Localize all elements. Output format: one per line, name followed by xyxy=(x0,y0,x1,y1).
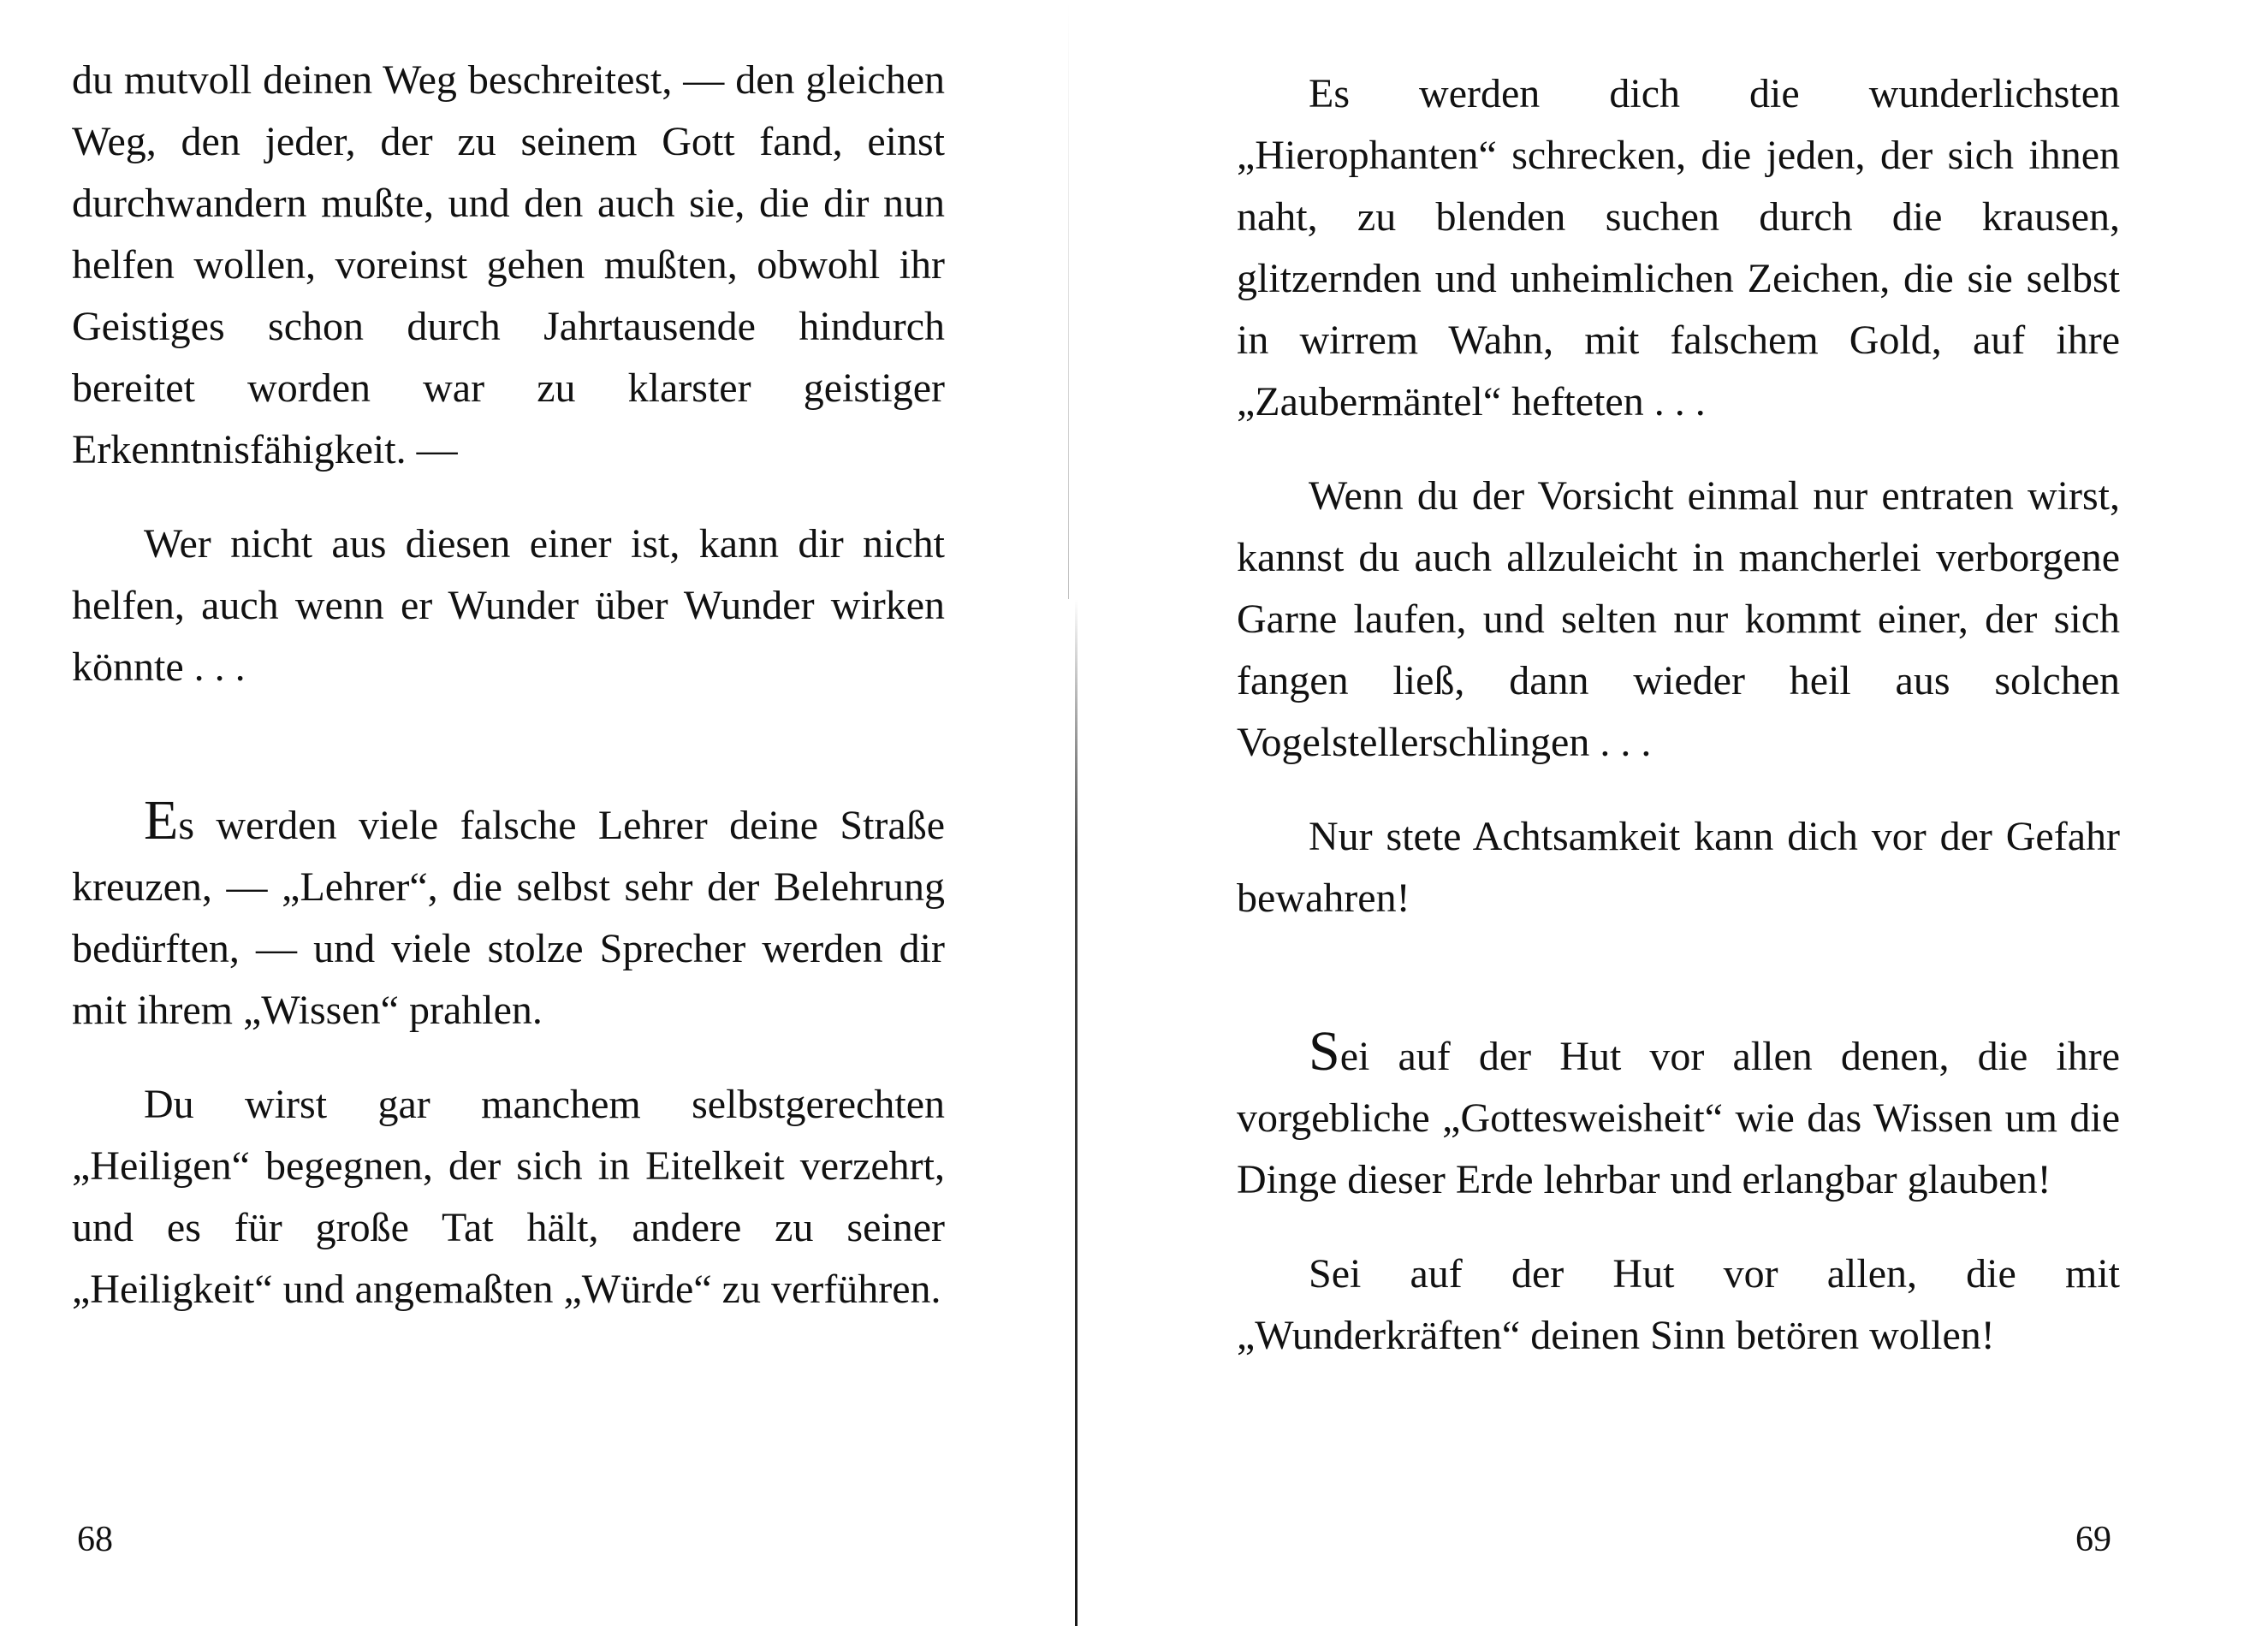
paragraph: Du wirst gar manchem selbstgerechten „Heiligen“ begegnen, der sich in Eitelkeit verzehrt, und es für große Tat hält, andere zu seiner „Heiligkeit“ und angemaßten „Würde“ zu verführen. xyxy=(72,1082,945,1312)
page-number-left: 68 xyxy=(77,1520,113,1559)
right-page xyxy=(1095,0,2268,1626)
section-opening-paragraph xyxy=(72,789,945,1041)
paragraph: Sei auf der Hut vor allen, die mit „Wunderkräften“ deinen Sinn betören wollen! xyxy=(1237,1251,2120,1358)
drop-cap-initial: S xyxy=(1309,1020,1340,1083)
left-page xyxy=(0,0,1078,1626)
drop-cap-initial: E xyxy=(144,789,179,852)
left-page-text xyxy=(72,50,945,1320)
paragraph: Wer nicht aus diesen einer ist, kann dir nicht helfen, auch wenn er Wunder über Wunder wirken könnte . . . xyxy=(72,521,945,690)
paragraph: Wenn du der Vorsicht einmal nur entraten wirst, kannst du auch allzuleicht in mancherlei verborgene Garne laufen, und selten nur kommt einer, der sich fangen ließ, dann wieder heil aus solchen Vogelstellerschlingen . . . xyxy=(1237,473,2120,765)
paragraph-text: ei auf der Hut vor allen denen, die ihre vorgebliche „Gottesweisheit“ wie das Wissen um die Dinge dieser Erde lehrbar und erlangbar glauben! xyxy=(1237,1034,2120,1202)
page-number-right: 69 xyxy=(2075,1520,2111,1559)
paragraph-text: s werden viele falsche Lehrer deine Straße kreuzen, — „Lehrer“, die selbst sehr der Belehrung bedürften, — und viele stolze Sprecher werden dir mit ihrem „Wissen“ prahlen. xyxy=(72,803,945,1033)
gutter-fold-line xyxy=(1075,599,1078,1626)
paragraph: Es werden dich die wunderlichsten „Hierophanten“ schrecken, die jeden, der sich ihnen naht, zu blenden suchen durch die krausen, glitzernden und unheimlichen Zeichen, die sie selbst in wirrem Wahn, mit falschem Gold, auf ihre „Zaubermäntel“ hefteten . . . xyxy=(1237,71,2120,424)
paragraph: du mutvoll deinen Weg beschreitest, — den gleichen Weg, den jeder, der zu seinem Gott fand, einst durchwandern mußte, und den auch sie, die dir nun helfen wollen, voreinst gehen mußten, obwohl ihr Geistiges schon durch Jahrtausende hindurch bereitet worden war zu klarster geistiger Erkenntnisfähigkeit. — xyxy=(72,57,945,472)
paragraph: Nur stete Achtsamkeit kann dich vor der Gefahr bewahren! xyxy=(1237,814,2120,921)
right-page-text xyxy=(1237,63,2120,1367)
gutter-shadow-top xyxy=(1068,0,1069,599)
section-opening-paragraph xyxy=(1237,1020,2120,1211)
